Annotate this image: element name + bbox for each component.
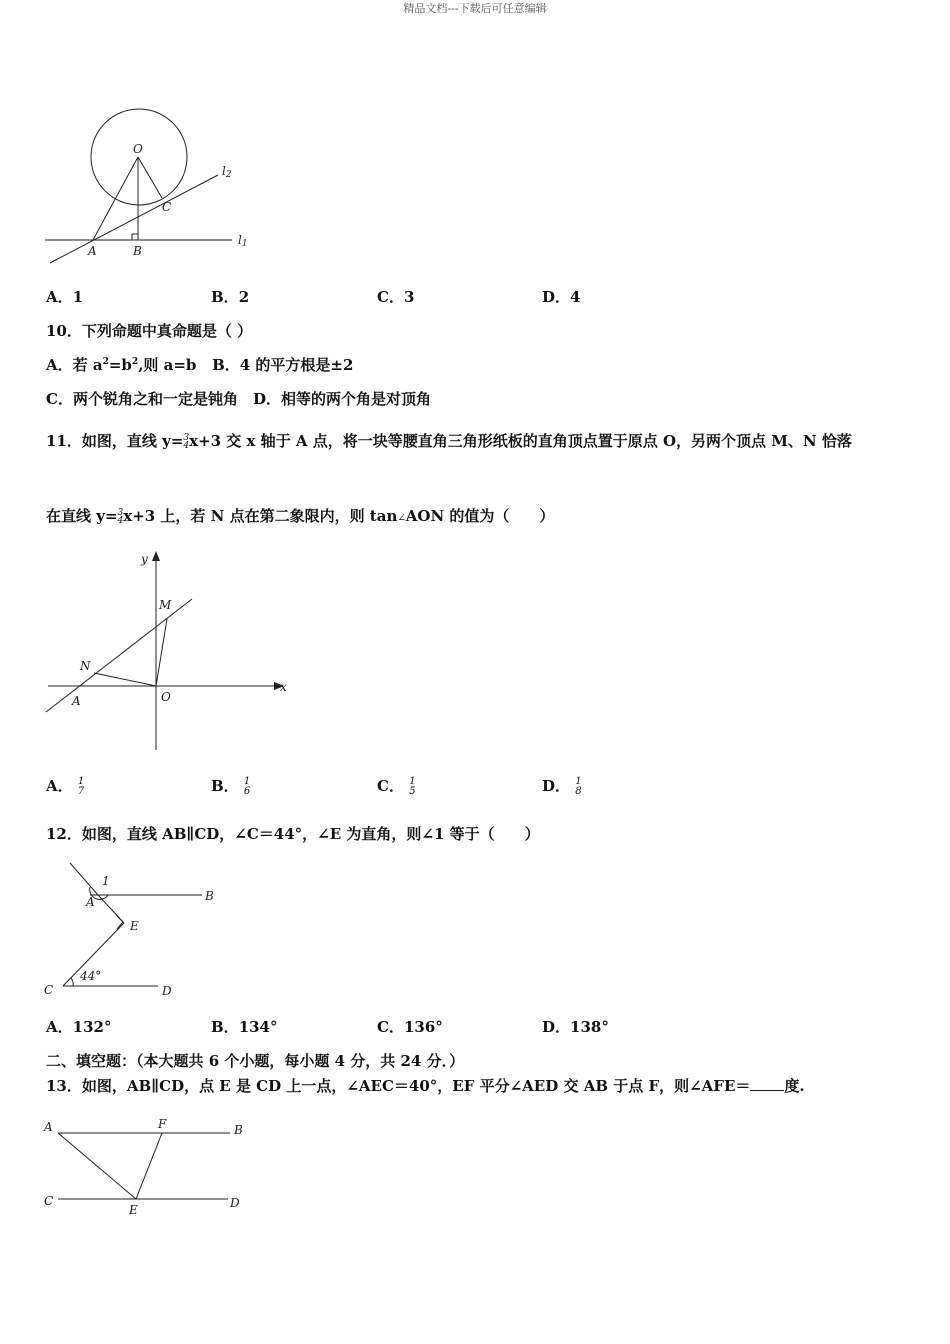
label-d: D bbox=[230, 1196, 240, 1210]
label-c: C bbox=[162, 200, 172, 214]
segment-oa bbox=[93, 157, 138, 240]
q9-figure bbox=[40, 105, 260, 270]
label-e: E bbox=[129, 1203, 138, 1217]
y-axis-arrow bbox=[152, 551, 160, 561]
q11-option-d: D． 1 8 bbox=[542, 776, 582, 797]
label-x: x bbox=[280, 680, 287, 694]
q10-stem: 10．下列命题中真命题是（ ） bbox=[46, 322, 253, 340]
segment-ae bbox=[58, 1133, 136, 1199]
label-b: B bbox=[205, 889, 214, 903]
q11-option-b: B． 1 6 bbox=[211, 776, 251, 797]
label-d: D bbox=[162, 984, 172, 998]
label-a: A bbox=[86, 895, 95, 909]
q13-figure bbox=[40, 1113, 260, 1223]
label-angle-44: 44° bbox=[80, 969, 102, 983]
answer-blank bbox=[750, 1076, 784, 1091]
label-e: E bbox=[130, 919, 139, 933]
q9-option-a: A．1 bbox=[46, 288, 84, 306]
label-l1-sub: 1 bbox=[241, 239, 248, 249]
q11-figure bbox=[40, 545, 300, 755]
label-a: A bbox=[44, 1120, 53, 1134]
fraction-three-quarters: 3 4 bbox=[117, 508, 124, 526]
fraction-three-quarters: 3 4 bbox=[183, 433, 190, 451]
q12-option-d: D．138° bbox=[542, 1018, 609, 1036]
q11-option-c: C． 1 5 bbox=[377, 776, 416, 797]
circle-o bbox=[91, 109, 187, 205]
label-f: F bbox=[158, 1117, 167, 1131]
segment-fe bbox=[136, 1133, 162, 1199]
q12-option-c: C．136° bbox=[377, 1018, 443, 1036]
q12-stem: 12．如图，直线 AB∥CD，∠C＝44°，∠E 为直角，则∠1 等于（ ） bbox=[46, 825, 540, 843]
segment-om bbox=[156, 619, 167, 686]
label-b: B bbox=[234, 1123, 243, 1137]
q11-stem-line2: 在直线 y= 3 4 x+3 上，若 N 点在第二象限内，则 tan∠AON 的值为（ ） bbox=[46, 507, 555, 526]
page-header: 精品文档---下载后可任意编辑 bbox=[403, 2, 547, 15]
segment-oc bbox=[138, 157, 162, 198]
q12-option-b: B．134° bbox=[211, 1018, 278, 1036]
q10-options-line1: A．若 $a^2=b^2$,则 a=b B．4 的平方根是±2 bbox=[46, 356, 354, 374]
label-o: O bbox=[161, 690, 171, 704]
label-l2-sub: 2 bbox=[225, 170, 232, 180]
q9-option-d: D．4 bbox=[542, 288, 581, 306]
label-y: y bbox=[141, 552, 148, 566]
q10-options-line2: C．两个锐角之和一定是钝角 D．相等的两个角是对顶角 bbox=[46, 390, 431, 408]
label-c: C bbox=[44, 983, 54, 997]
line-through-a bbox=[70, 863, 98, 895]
section-fill-in-title: 二、填空题：（本大题共 6 个小题，每小题 4 分，共 24 分．） bbox=[46, 1052, 465, 1070]
label-b: B bbox=[133, 244, 142, 258]
label-m: M bbox=[159, 598, 172, 612]
label-a: A bbox=[88, 244, 97, 258]
q9-option-c: C．3 bbox=[377, 288, 415, 306]
label-l1: l1 bbox=[238, 233, 248, 249]
label-1: 1 bbox=[102, 874, 110, 888]
q13-stem: 13．如图，AB∥CD，点 E 是 CD 上一点，∠AEC＝40°，EF 平分∠AED 交 AB 于点 F，则∠AFE＝ 度. bbox=[46, 1077, 805, 1095]
q12-figure bbox=[40, 858, 240, 1003]
segment-on bbox=[94, 673, 156, 686]
q9-option-b: B．2 bbox=[211, 288, 250, 306]
right-angle-mark bbox=[132, 234, 138, 240]
label-a: A bbox=[72, 694, 81, 708]
q11-stem-line1: 11．如图，直线 y= 3 4 x+3 交 x 轴于 A 点，将一块等腰直角三角形纸板的直角顶点置于原点 O，另两个顶点 M、N 恰落 bbox=[46, 432, 852, 451]
q11-option-a: A． 1 7 bbox=[46, 776, 85, 797]
q12-option-a: A．132° bbox=[46, 1018, 112, 1036]
angle-44-arc bbox=[71, 978, 73, 986]
label-c: C bbox=[44, 1194, 54, 1208]
label-n: N bbox=[80, 659, 91, 673]
label-o: O bbox=[133, 142, 143, 156]
label-l2: l2 bbox=[222, 164, 232, 180]
